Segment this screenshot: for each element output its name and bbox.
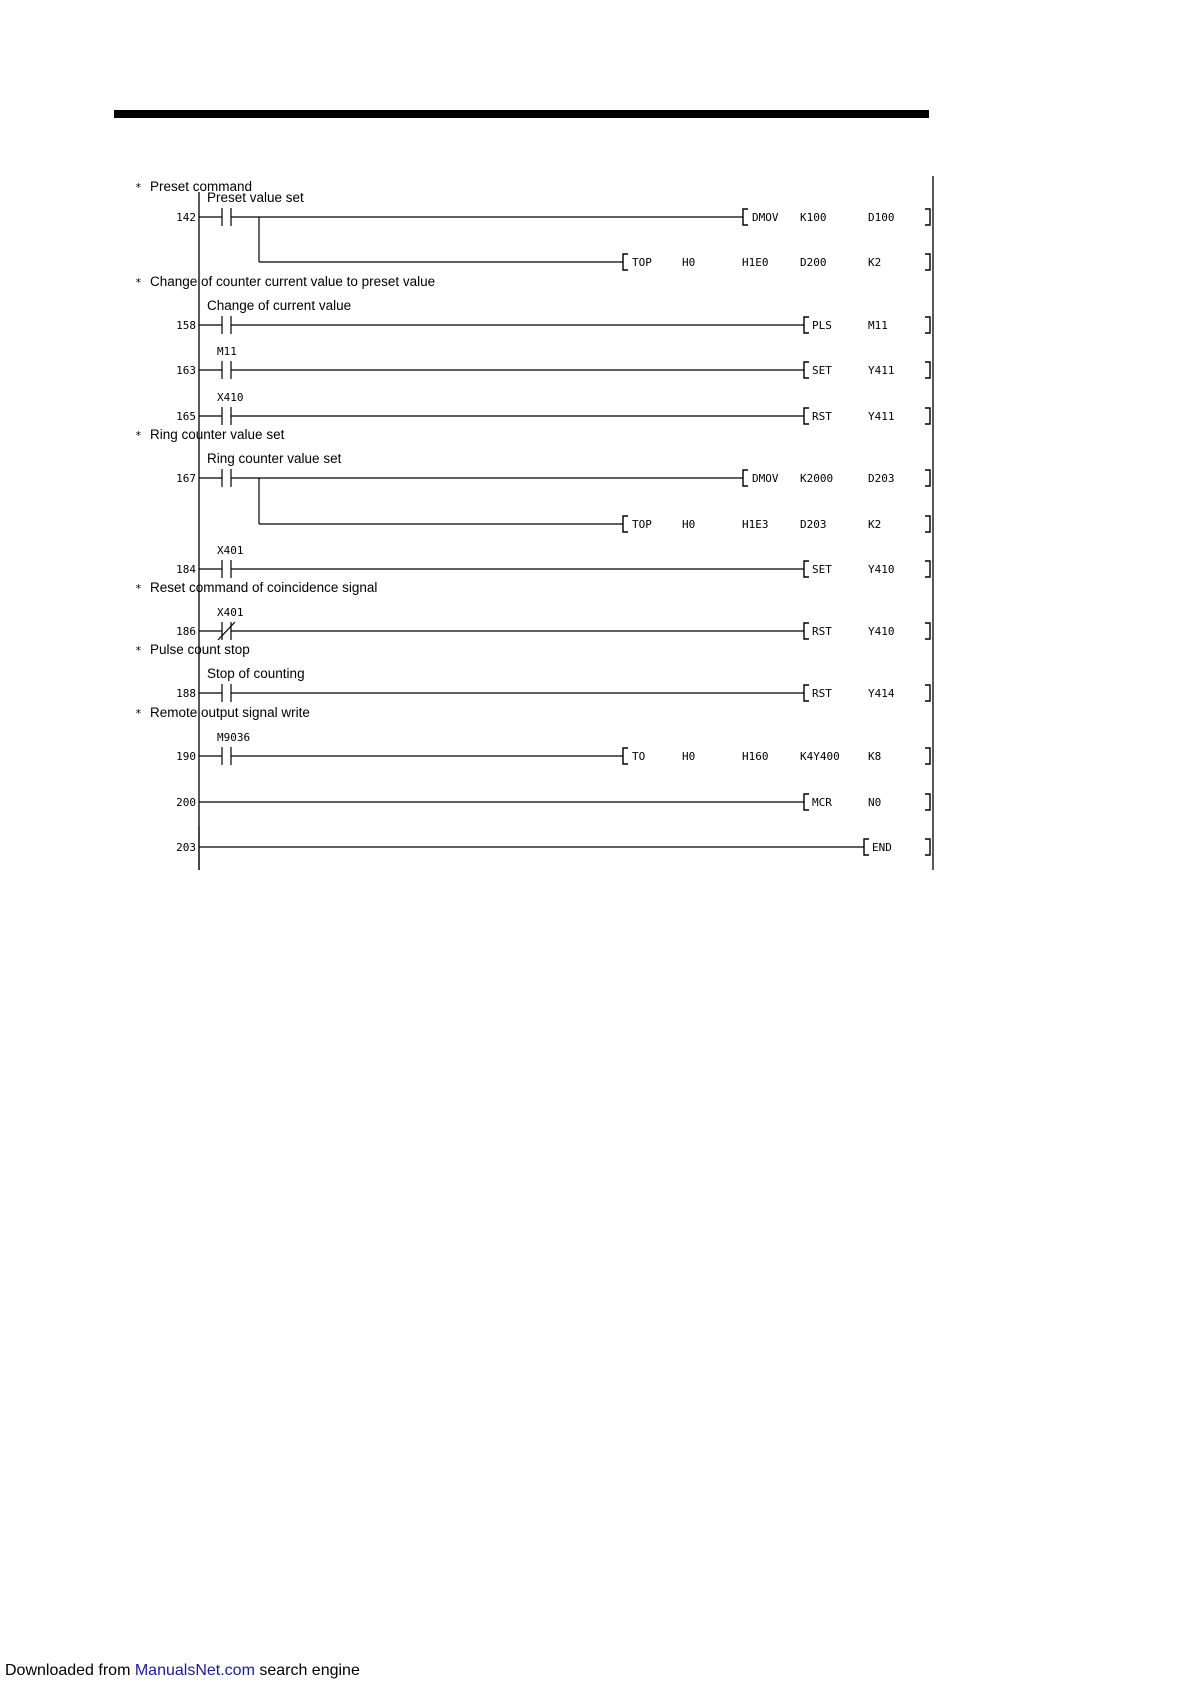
contact-label: Ring counter value set xyxy=(207,451,342,466)
step-number: 186 xyxy=(176,625,196,638)
instruction-arg: END xyxy=(872,841,892,854)
contact-label: Stop of counting xyxy=(207,666,305,681)
instruction-bracket-close xyxy=(925,839,930,855)
rung-comment: Reset command of coincidence signal xyxy=(150,580,378,595)
instruction-arg: DMOV xyxy=(752,211,779,224)
instruction-bracket-open xyxy=(804,561,809,577)
instruction-bracket-open xyxy=(623,748,628,764)
comment-marker: * xyxy=(135,276,142,289)
rung-comment: Preset command xyxy=(150,179,253,194)
instruction-arg: DMOV xyxy=(752,472,779,485)
instruction-bracket-close xyxy=(925,685,930,701)
instruction-bracket-close xyxy=(925,748,930,764)
footer xyxy=(5,1662,360,1680)
instruction-bracket-open xyxy=(804,317,809,333)
instruction-arg: TO xyxy=(632,750,646,763)
instruction-arg: RST xyxy=(812,687,832,700)
instruction-bracket-close xyxy=(925,623,930,639)
instruction-arg: RST xyxy=(812,625,832,638)
instruction-bracket-open xyxy=(864,839,869,855)
instruction-arg: SET xyxy=(812,364,832,377)
instruction-arg: H1E3 xyxy=(742,518,769,531)
instruction-arg: D203 xyxy=(868,472,895,485)
rung-comment: Pulse count stop xyxy=(150,642,250,657)
instruction-arg: Y411 xyxy=(868,364,895,377)
contact-label: X401 xyxy=(217,606,244,619)
instruction-arg: TOP xyxy=(632,256,652,269)
instruction-arg: N0 xyxy=(868,796,882,809)
contact-label: Change of current value xyxy=(207,298,352,313)
contact-label: M11 xyxy=(217,345,237,358)
instruction-arg: H1E0 xyxy=(742,256,769,269)
instruction-arg: H0 xyxy=(682,256,696,269)
instruction-arg: K2 xyxy=(868,256,882,269)
instruction-arg: TOP xyxy=(632,518,652,531)
comment-marker: * xyxy=(135,181,142,194)
comment-marker: * xyxy=(135,582,142,595)
contact-label: X410 xyxy=(217,391,244,404)
instruction-arg: RST xyxy=(812,410,832,423)
instruction-bracket-close xyxy=(925,209,930,225)
contact-label: Preset value set xyxy=(207,190,304,205)
instruction-arg: PLS xyxy=(812,319,832,332)
rungs-layer xyxy=(135,179,930,870)
instruction-bracket-close xyxy=(925,317,930,333)
instruction-bracket-close xyxy=(925,516,930,532)
instruction-arg: Y414 xyxy=(868,687,895,700)
instruction-bracket-open xyxy=(804,623,809,639)
step-number: 203 xyxy=(176,841,196,854)
instruction-arg: Y410 xyxy=(868,563,895,576)
instruction-bracket-close xyxy=(925,408,930,424)
instruction-arg: M11 xyxy=(868,319,888,332)
instruction-arg: MCR xyxy=(812,796,832,809)
step-number: 184 xyxy=(176,563,196,576)
comment-marker: * xyxy=(135,707,142,720)
manualsnet-link[interactable]: ManualsNet.com xyxy=(134,1662,255,1679)
instruction-arg: K100 xyxy=(800,211,827,224)
step-number: 142 xyxy=(176,211,196,224)
step-number: 165 xyxy=(176,410,196,423)
instruction-bracket-open xyxy=(743,470,748,486)
instruction-bracket-close xyxy=(925,561,930,577)
instruction-bracket-open xyxy=(623,254,628,270)
footer-suffix: search engine xyxy=(254,1662,360,1679)
contact-label: M9036 xyxy=(217,731,251,744)
instruction-arg: K8 xyxy=(868,750,882,763)
step-number: 158 xyxy=(176,319,196,332)
step-number: 163 xyxy=(176,364,196,377)
comment-marker: * xyxy=(135,429,142,442)
instruction-arg: H0 xyxy=(682,750,696,763)
instruction-arg: H0 xyxy=(682,518,696,531)
instruction-arg: H160 xyxy=(742,750,769,763)
contact-label: X401 xyxy=(217,544,244,557)
instruction-arg: D200 xyxy=(800,256,827,269)
instruction-bracket-open xyxy=(623,516,628,532)
step-number: 190 xyxy=(176,750,196,763)
footer-prefix: Downloaded from xyxy=(5,1662,135,1679)
instruction-bracket-close xyxy=(925,362,930,378)
comment-marker: * xyxy=(135,644,142,657)
instruction-arg: D100 xyxy=(868,211,895,224)
instruction-bracket-open xyxy=(743,209,748,225)
step-number: 188 xyxy=(176,687,196,700)
instruction-bracket-open xyxy=(804,362,809,378)
instruction-arg: SET xyxy=(812,563,832,576)
rung-comment: Change of counter current value to preset value xyxy=(150,274,436,289)
step-number: 167 xyxy=(176,472,196,485)
instruction-arg: K2000 xyxy=(800,472,834,485)
instruction-arg: K2 xyxy=(868,518,882,531)
instruction-arg: Y410 xyxy=(868,625,895,638)
instruction-bracket-open xyxy=(804,685,809,701)
instruction-bracket-open xyxy=(804,408,809,424)
step-number: 200 xyxy=(176,796,196,809)
instruction-bracket-open xyxy=(804,794,809,810)
rung-comment: Ring counter value set xyxy=(150,427,285,442)
instruction-arg: Y411 xyxy=(868,410,895,423)
instruction-bracket-close xyxy=(925,254,930,270)
instruction-arg: K4Y400 xyxy=(800,750,840,763)
rung-comment: Remote output signal write xyxy=(150,705,310,720)
instruction-bracket-close xyxy=(925,794,930,810)
instruction-arg: D203 xyxy=(800,518,827,531)
instruction-bracket-close xyxy=(925,470,930,486)
